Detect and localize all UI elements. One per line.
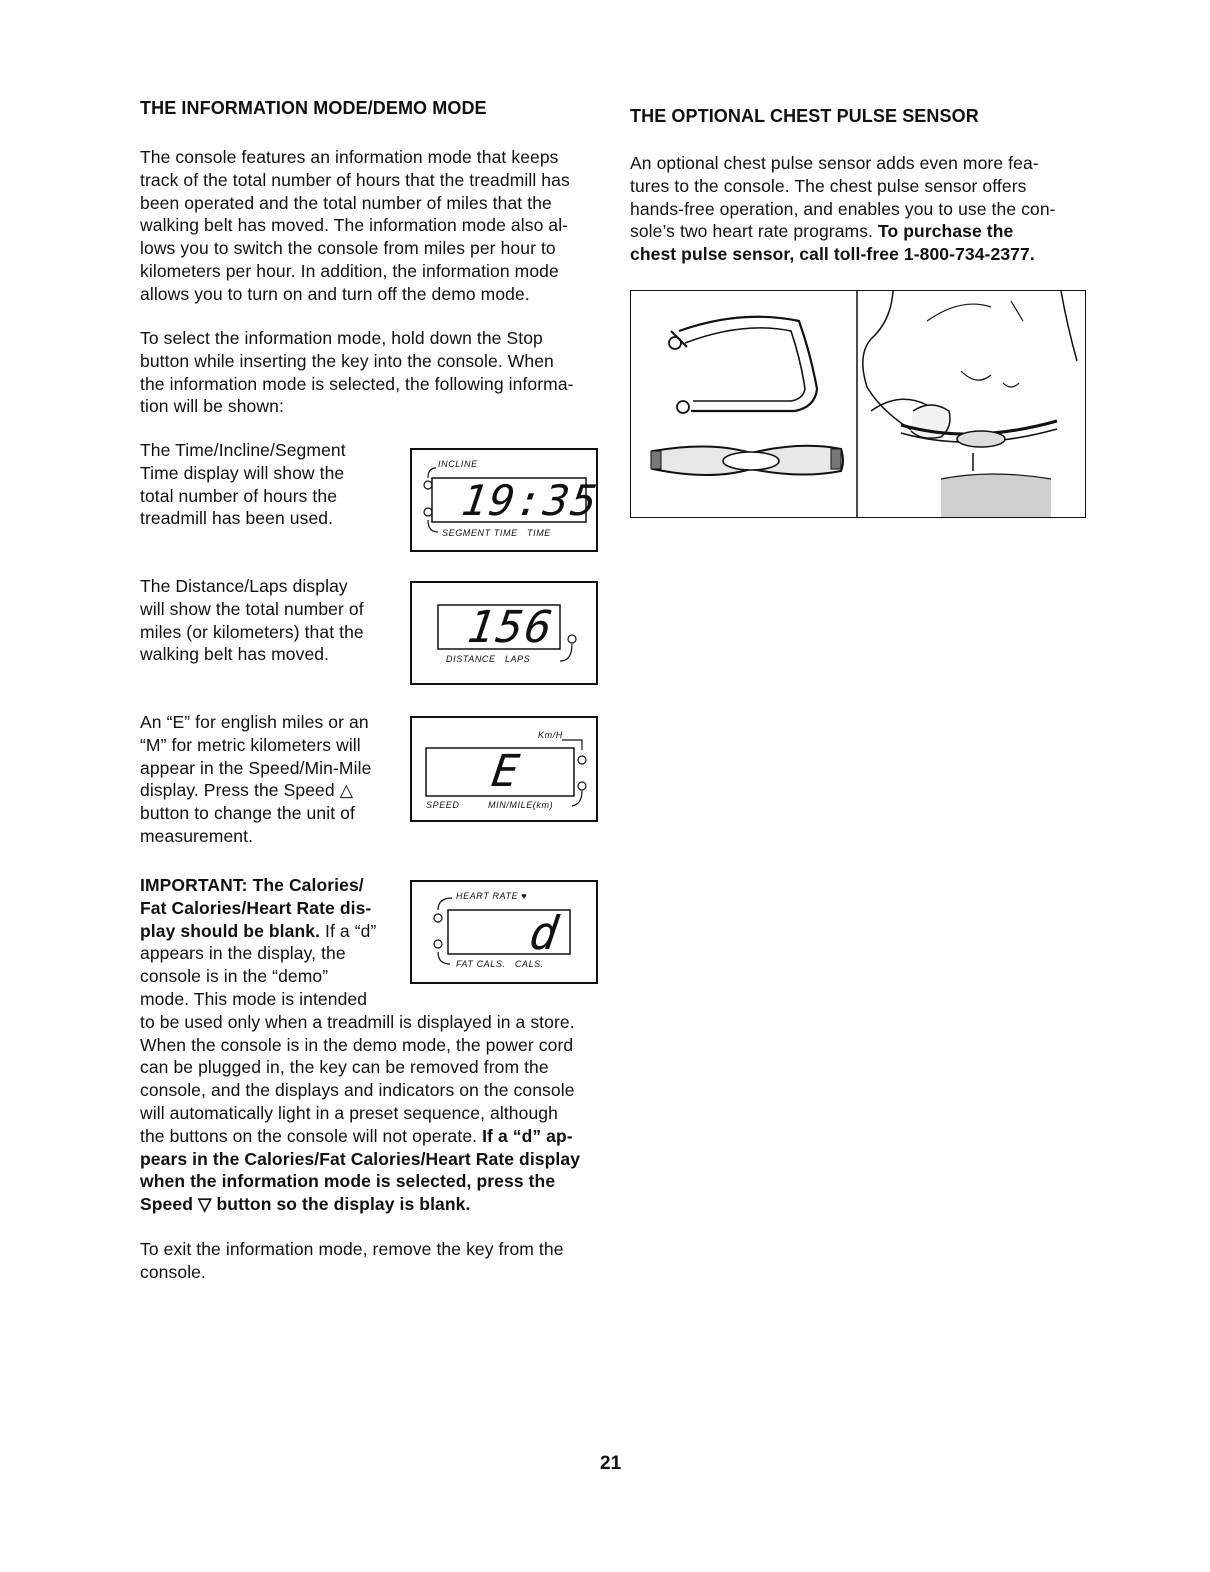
calories-display-value: d	[526, 906, 564, 960]
page-number: 21	[600, 1453, 622, 1474]
time-display-paragraph: The Time/Incline/Segment Time display will show the total number of hours the treadmill has been used.	[140, 440, 346, 529]
heart-rate-label: HEART RATE ♥	[456, 891, 528, 901]
min-mile-label: MIN/MILE(km)	[488, 800, 554, 810]
speed-display-value: E	[488, 746, 525, 797]
segment-time-label: SEGMENT TIME TIME	[442, 528, 551, 538]
fat-cals-label: FAT CALS. CALS.	[456, 959, 544, 969]
calories-display-illustration	[410, 880, 598, 984]
select-mode-paragraph: To select the information mode, hold down the Stop button while inserting the key into the console. When the information mode is selected, the following informa- tion will be shown:	[140, 328, 574, 417]
units-paragraph: An “E” for english miles or an “M” for metric kilometers will appear in the Speed/Min-Mile display. Press the Speed △ button to change the unit of measurement.	[140, 712, 372, 846]
information-mode-heading: THE INFORMATION MODE/DEMO MODE	[140, 98, 487, 118]
distance-display-value: 156	[464, 602, 558, 653]
incline-label: INCLINE	[438, 459, 478, 469]
speed-display-illustration	[410, 716, 598, 822]
kmh-label: Km/H	[538, 730, 563, 740]
intro-paragraph: The console features an information mode that keeps track of the total number of hours that the treadmill has been operated and the total number of miles that the walking belt has moved. The information mode also al- lows you to switch the console from miles per hour to kilometers per hour. In addition, the information mode allows you to turn on and turn off the demo mode.	[140, 147, 570, 304]
time-display-illustration	[410, 448, 602, 552]
person-wearing-sensor-drawing	[863, 291, 1077, 517]
chest-pulse-heading: THE OPTIONAL CHEST PULSE SENSOR	[630, 106, 979, 126]
transmitter-drawing	[651, 446, 843, 475]
time-display-value: 19:35	[458, 476, 602, 525]
elastic-strap-drawing	[669, 317, 817, 413]
chest-pulse-paragraph: An optional chest pulse sensor adds even more fea- tures to the console. The chest pulse sensor offers hands-free operation, and enables you to use the con- sole’s two heart rate programs. To purchase the chest pulse sensor, call toll-free 1-800-734-2377.	[630, 153, 1056, 265]
chest-sensor-graphic	[631, 291, 1085, 517]
important-paragraph: IMPORTANT: The Calories/ Fat Calories/Heart Rate dis- play should be blank. If a “d” appears in the display, the console is in the “demo” mode. This mode is intended to be used only when a treadmill is displayed in a store. When the console is in the demo mode, the power cord can be plugged in, the key can be removed from the console, and the displays and indicators on the console will automatically light in a preset sequence, although the buttons on the console will not operate. If a “d” ap- pears in the Calories/Fat Calories/Heart Rate display when the information mode is selected, press the Speed ▽ button so the display is blank.	[140, 875, 581, 1215]
chest-sensor-illustration	[630, 290, 1086, 518]
distance-display-illustration	[410, 581, 598, 685]
distance-laps-label: DISTANCE LAPS	[446, 654, 531, 664]
speed-label: SPEED	[426, 800, 460, 810]
exit-paragraph: To exit the information mode, remove the key from the console.	[140, 1239, 564, 1282]
distance-display-paragraph: The Distance/Laps display will show the total number of miles (or kilometers) that the walking belt has moved.	[140, 576, 364, 665]
